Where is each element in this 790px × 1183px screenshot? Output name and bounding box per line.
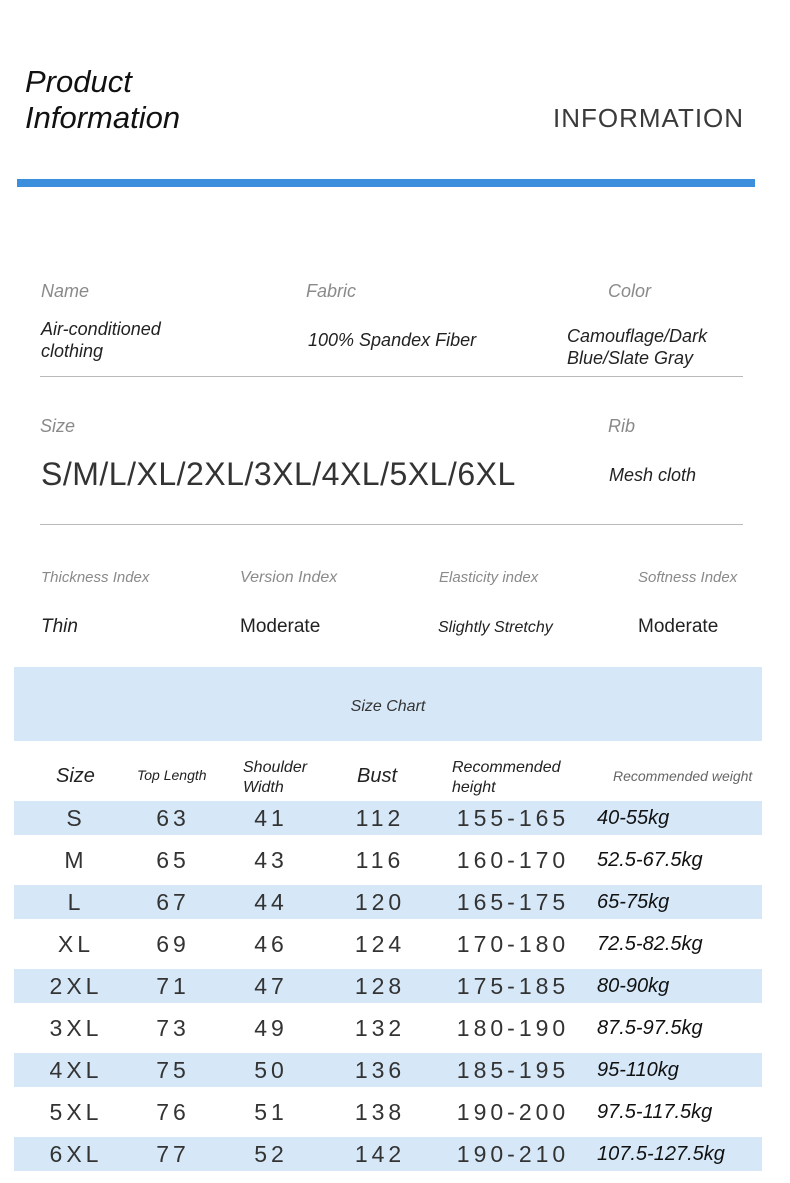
table-row	[14, 885, 762, 919]
cell-weight: 80-90kg	[597, 975, 670, 997]
cell-shoulder: 50	[254, 1057, 288, 1083]
cell-height: 155-165	[456, 805, 570, 831]
cell-size: 4XL	[49, 1057, 103, 1083]
col-header-top-length: Top Length	[137, 767, 207, 783]
thickness-index-value: Thin	[41, 616, 78, 637]
cell-size: L	[67, 889, 85, 915]
page-title-line1: Product	[25, 64, 132, 99]
cell-length: 69	[156, 931, 190, 957]
version-index-value: Moderate	[240, 616, 321, 637]
cell-length: 75	[156, 1057, 190, 1083]
size-chart-header	[14, 667, 762, 741]
elasticity-index-value: Slightly Stretchy	[438, 619, 553, 636]
cell-shoulder: 49	[254, 1015, 288, 1041]
table-row	[14, 1095, 762, 1129]
cell-bust: 132	[354, 1015, 406, 1041]
table-row	[14, 1137, 762, 1171]
cell-bust: 138	[354, 1099, 406, 1125]
cell-size: 5XL	[49, 1099, 103, 1125]
col-header-size: Size	[56, 765, 95, 787]
color-value-line1: Camouflage/Dark	[567, 326, 708, 346]
table-row	[14, 843, 762, 877]
divider	[40, 376, 743, 377]
col-header-shoulder-line2: Width	[243, 779, 284, 796]
name-value-line2: clothing	[41, 341, 104, 361]
cell-height: 180-190	[456, 1015, 570, 1041]
cell-shoulder: 47	[254, 973, 288, 999]
col-header-shoulder-line1: Shoulder	[243, 759, 308, 776]
page-title-line2: Information	[25, 100, 181, 135]
table-row	[14, 801, 762, 835]
cell-shoulder: 41	[254, 805, 288, 831]
cell-size: M	[64, 847, 88, 873]
cell-length: 63	[156, 805, 190, 831]
cell-size: 3XL	[49, 1015, 103, 1041]
cell-weight: 95-110kg	[597, 1059, 679, 1081]
cell-length: 73	[156, 1015, 190, 1041]
divider	[40, 524, 743, 525]
cell-weight: 40-55kg	[597, 807, 670, 829]
col-header-recommended-weight: Recommended weight	[613, 768, 753, 784]
cell-bust: 116	[355, 847, 405, 873]
rib-label: Rib	[608, 416, 636, 436]
fabric-value: 100% Spandex Fiber	[308, 330, 477, 350]
page-title	[25, 64, 180, 136]
cell-shoulder: 51	[254, 1099, 288, 1125]
cell-bust: 136	[354, 1057, 406, 1083]
accent-bar	[17, 179, 755, 187]
size-list-value: S/M/L/XL/2XL/3XL/4XL/5XL/6XL	[41, 456, 516, 492]
color-value-line2: Blue/Slate Gray	[567, 348, 694, 368]
cell-shoulder: 43	[254, 847, 288, 873]
cell-length: 67	[156, 889, 190, 915]
name-value-line1: Air-conditioned	[41, 319, 161, 339]
table-row	[14, 927, 762, 961]
cell-weight: 72.5-82.5kg	[597, 933, 703, 955]
cell-size: S	[66, 805, 86, 831]
fabric-label: Fabric	[306, 281, 357, 301]
cell-shoulder: 46	[254, 931, 288, 957]
cell-bust: 112	[355, 805, 405, 831]
cell-size: 2XL	[49, 973, 103, 999]
col-header-bust: Bust	[357, 765, 398, 787]
table-row	[14, 1011, 762, 1045]
cell-weight: 52.5-67.5kg	[597, 849, 703, 871]
cell-size: 6XL	[49, 1141, 103, 1167]
cell-height: 170-180	[456, 931, 570, 957]
col-header-height-line2: height	[452, 779, 496, 796]
cell-shoulder: 44	[254, 889, 288, 915]
cell-length: 65	[156, 847, 190, 873]
cell-height: 190-210	[456, 1141, 570, 1167]
elasticity-index-label: Elasticity index	[439, 569, 539, 586]
cell-shoulder: 52	[254, 1141, 288, 1167]
version-index-label: Version Index	[240, 569, 338, 586]
cell-weight: 97.5-117.5kg	[597, 1101, 713, 1123]
color-value	[567, 325, 707, 369]
name-label: Name	[41, 281, 90, 301]
cell-bust: 124	[354, 931, 406, 957]
cell-weight: 107.5-127.5kg	[597, 1143, 725, 1165]
information-tag: INFORMATION	[553, 103, 745, 133]
rib-value: Mesh cloth	[609, 465, 697, 485]
size-chart-title: Size Chart	[350, 698, 426, 715]
col-header-recommended-height	[452, 758, 561, 798]
table-row	[14, 969, 762, 1003]
cell-height: 185-195	[456, 1057, 570, 1083]
cell-height: 190-200	[456, 1099, 570, 1125]
cell-bust: 142	[354, 1141, 406, 1167]
thickness-index-label: Thickness Index	[41, 569, 150, 586]
cell-length: 71	[156, 973, 190, 999]
cell-weight: 65-75kg	[597, 891, 670, 913]
cell-height: 175-185	[456, 973, 570, 999]
softness-index-value: Moderate	[638, 616, 719, 637]
cell-bust: 120	[354, 889, 406, 915]
table-row	[14, 1053, 762, 1087]
cell-height: 165-175	[456, 889, 570, 915]
cell-bust: 128	[354, 973, 406, 999]
color-label: Color	[608, 281, 652, 301]
cell-length: 77	[156, 1141, 190, 1167]
col-header-height-line1: Recommended	[452, 759, 561, 776]
cell-size: XL	[57, 931, 95, 957]
cell-length: 76	[156, 1099, 190, 1125]
name-value	[41, 318, 161, 362]
softness-index-label: Softness Index	[638, 569, 738, 586]
cell-height: 160-170	[456, 847, 570, 873]
size-label: Size	[40, 416, 76, 436]
col-header-shoulder-width	[243, 758, 307, 798]
cell-weight: 87.5-97.5kg	[597, 1017, 703, 1039]
